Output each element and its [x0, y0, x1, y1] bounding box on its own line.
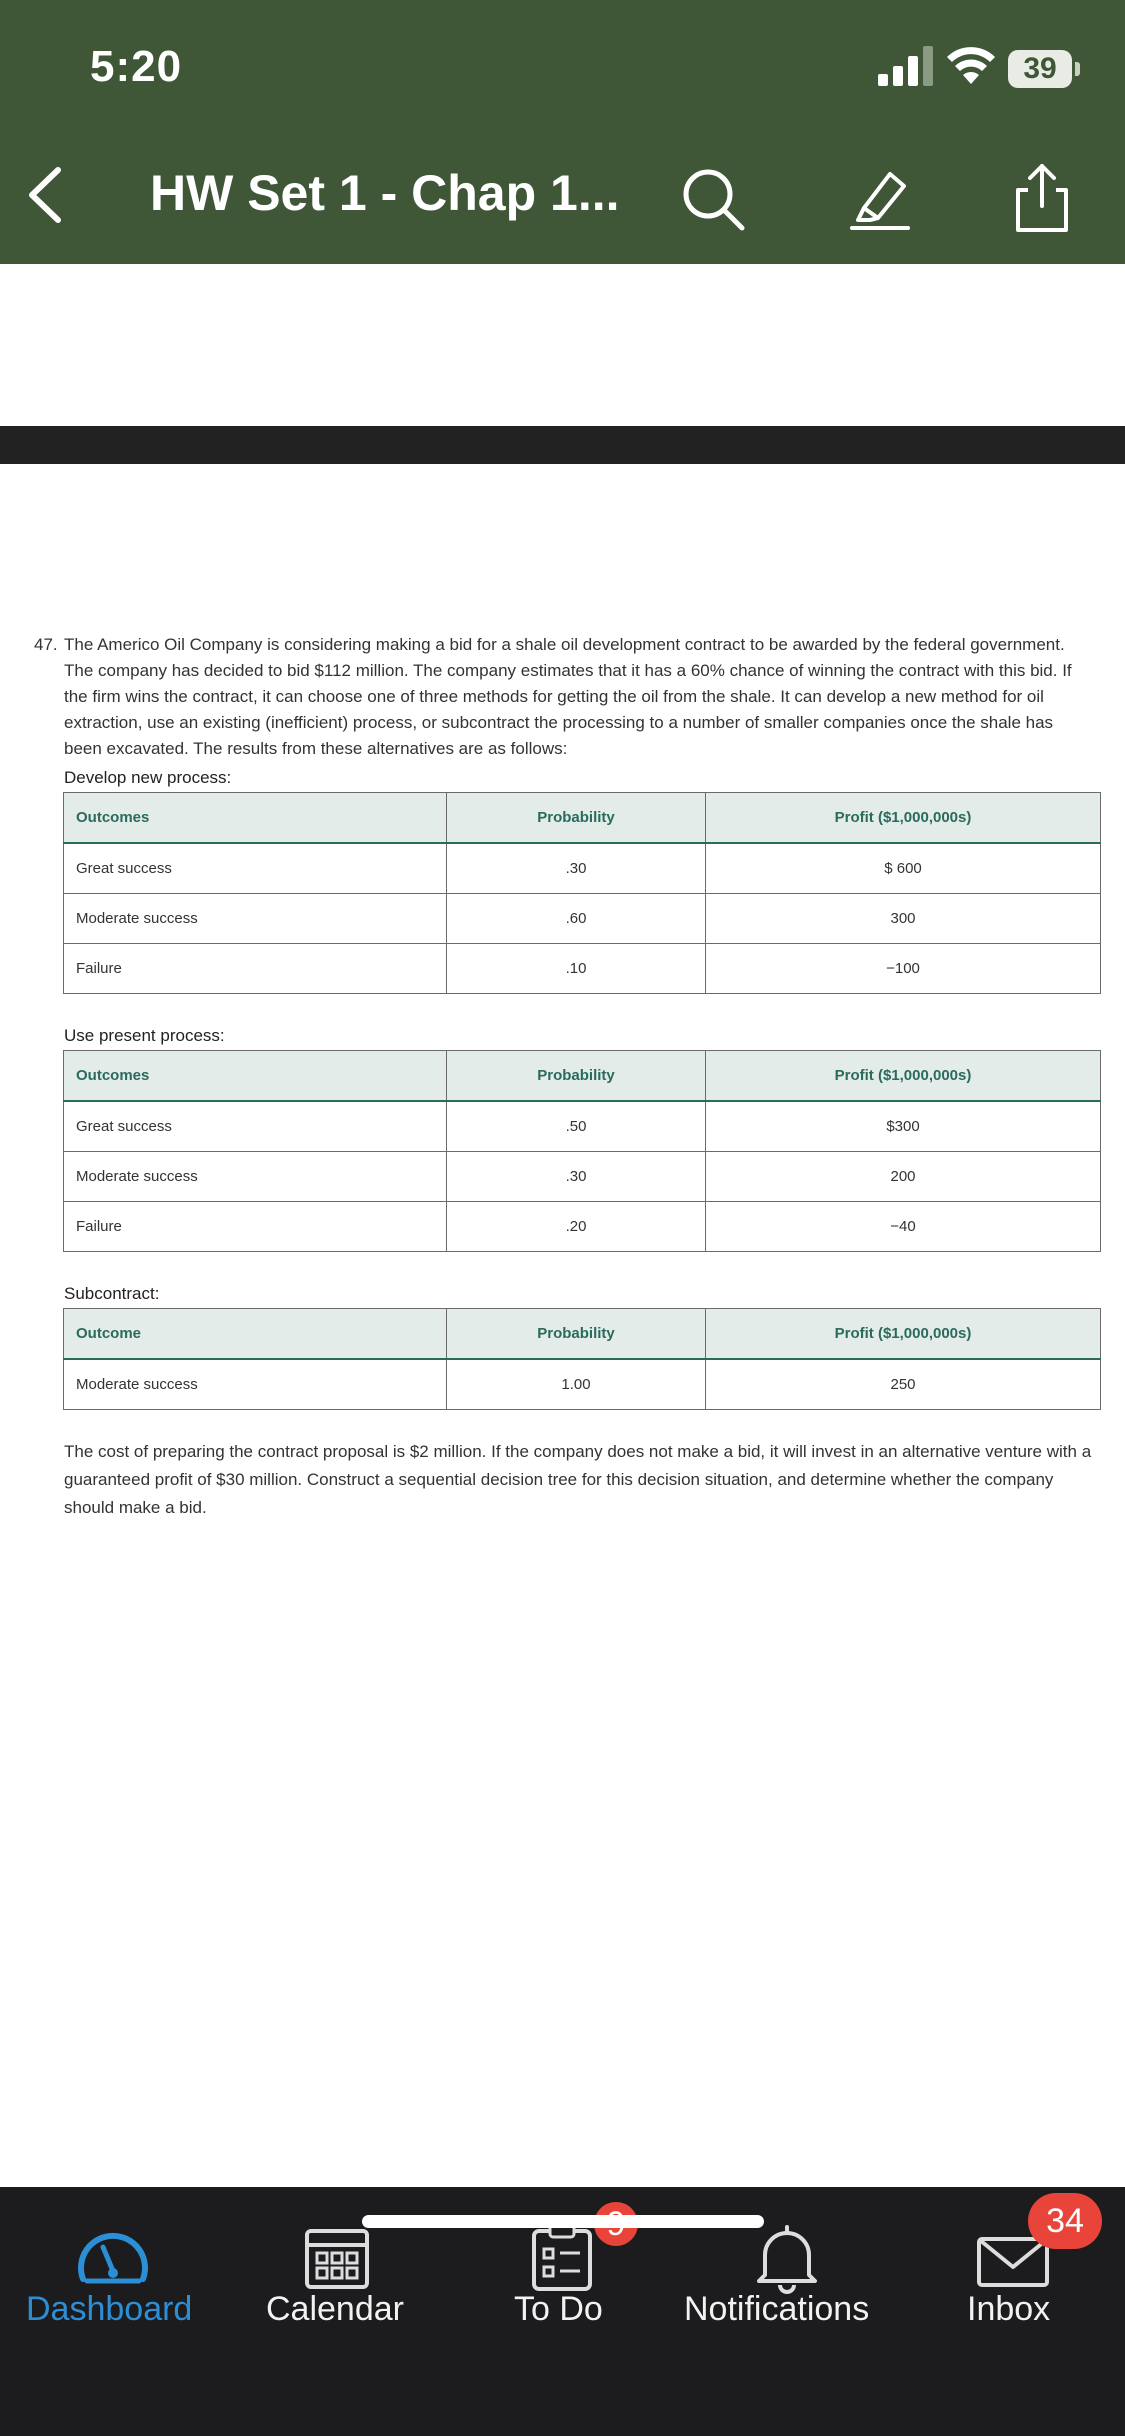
table-header-row [64, 1309, 1101, 1360]
cell: Moderate success [64, 894, 447, 944]
cell: Great success [64, 1101, 447, 1152]
cell: .50 [447, 1101, 706, 1152]
back-button[interactable] [18, 160, 74, 230]
table-row [64, 1202, 1101, 1252]
present-process-table [63, 1050, 1101, 1252]
share-icon[interactable] [1004, 160, 1080, 236]
signal-icon [878, 46, 936, 86]
table-row [64, 1359, 1101, 1410]
closing-text: The cost of preparing the contract proposal is $2 million. If the company does not make a bid, it will invest in an alternative venture with a guaranteed profit of $30 million. Construct a sequential decision tree for this decision situation, and determine whether the company should make a bid. [64, 1442, 1092, 1517]
col-header: Outcomes [64, 793, 447, 844]
tab-label-calendar: Calendar [266, 2290, 404, 2328]
table-header-row [64, 793, 1101, 844]
cell: Moderate success [64, 1359, 447, 1410]
table-header-row [64, 1051, 1101, 1102]
search-icon[interactable] [676, 160, 752, 236]
table-row [64, 894, 1101, 944]
app-header [0, 0, 1125, 264]
subcontract-table [63, 1308, 1101, 1410]
cell: Moderate success [64, 1152, 447, 1202]
problem-number: 47. [34, 635, 58, 654]
cell: Failure [64, 944, 447, 994]
col-header: Probability [447, 1309, 706, 1360]
cell: .10 [447, 944, 706, 994]
problem-text: The Americo Oil Company is considering making a bid for a shale oil development contract to be awarded by the federal government. The company has decided to bid $112 million. The company estimates that it has a 60% chance of winning the contract with this bid. If the firm wins the contract, it can choose one of three methods for getting the oil from the shale. It can develop a new method for oil extraction, use an existing (inefficient) process, or subcontract the processing to a number of smaller companies once the shale has been excavated. The results from these alternatives are as follows: [64, 635, 1072, 758]
cell: .20 [447, 1202, 706, 1252]
battery-level: 39 [1008, 50, 1072, 88]
cell: .60 [447, 894, 706, 944]
cell: 250 [706, 1359, 1101, 1410]
cell: .30 [447, 843, 706, 894]
develop-process-table [63, 792, 1101, 994]
home-indicator[interactable] [362, 2215, 764, 2228]
dashboard-icon [73, 2217, 153, 2297]
cell: 1.00 [447, 1359, 706, 1410]
cell: $ 600 [706, 843, 1101, 894]
status-time: 5:20 [90, 42, 183, 91]
todo-icon [522, 2217, 602, 2297]
bell-icon [747, 2217, 827, 2297]
cell: Great success [64, 843, 447, 894]
table-row [64, 1152, 1101, 1202]
wifi-icon [946, 44, 996, 86]
problem-statement [34, 632, 1094, 762]
calendar-icon [297, 2217, 377, 2297]
tab-label-todo: To Do [514, 2290, 603, 2328]
highlighter-icon[interactable] [842, 160, 918, 236]
document-page[interactable] [0, 464, 1125, 2187]
page-divider [0, 426, 1125, 464]
inbox-badge: 34 [1028, 2193, 1102, 2249]
tab-label-notifications: Notifications [684, 2290, 870, 2328]
cell: 300 [706, 894, 1101, 944]
table-row [64, 843, 1101, 894]
section-label-develop: Develop new process: [64, 768, 232, 787]
cell: −40 [706, 1202, 1101, 1252]
col-header: Profit ($1,000,000s) [706, 1051, 1101, 1102]
tab-label-dashboard: Dashboard [26, 2290, 193, 2328]
tab-dashboard[interactable] [0, 2187, 225, 2377]
cell: Failure [64, 1202, 447, 1252]
col-header: Profit ($1,000,000s) [706, 793, 1101, 844]
col-header: Outcome [64, 1309, 447, 1360]
cell: −100 [706, 944, 1101, 994]
col-header: Outcomes [64, 1051, 447, 1102]
cell: 200 [706, 1152, 1101, 1202]
tab-inbox[interactable] [900, 2187, 1125, 2377]
cell: .30 [447, 1152, 706, 1202]
col-header: Probability [447, 793, 706, 844]
col-header: Profit ($1,000,000s) [706, 1309, 1101, 1360]
table-row [64, 1101, 1101, 1152]
cell: $300 [706, 1101, 1101, 1152]
battery-icon [1008, 50, 1080, 88]
tab-label-inbox: Inbox [967, 2290, 1051, 2328]
page-title: HW Set 1 - Chap 1... [150, 165, 620, 221]
table-row [64, 944, 1101, 994]
section-label-subcontract: Subcontract: [64, 1284, 160, 1303]
col-header: Probability [447, 1051, 706, 1102]
section-label-present: Use present process: [64, 1026, 225, 1045]
document-margin [0, 264, 1125, 426]
